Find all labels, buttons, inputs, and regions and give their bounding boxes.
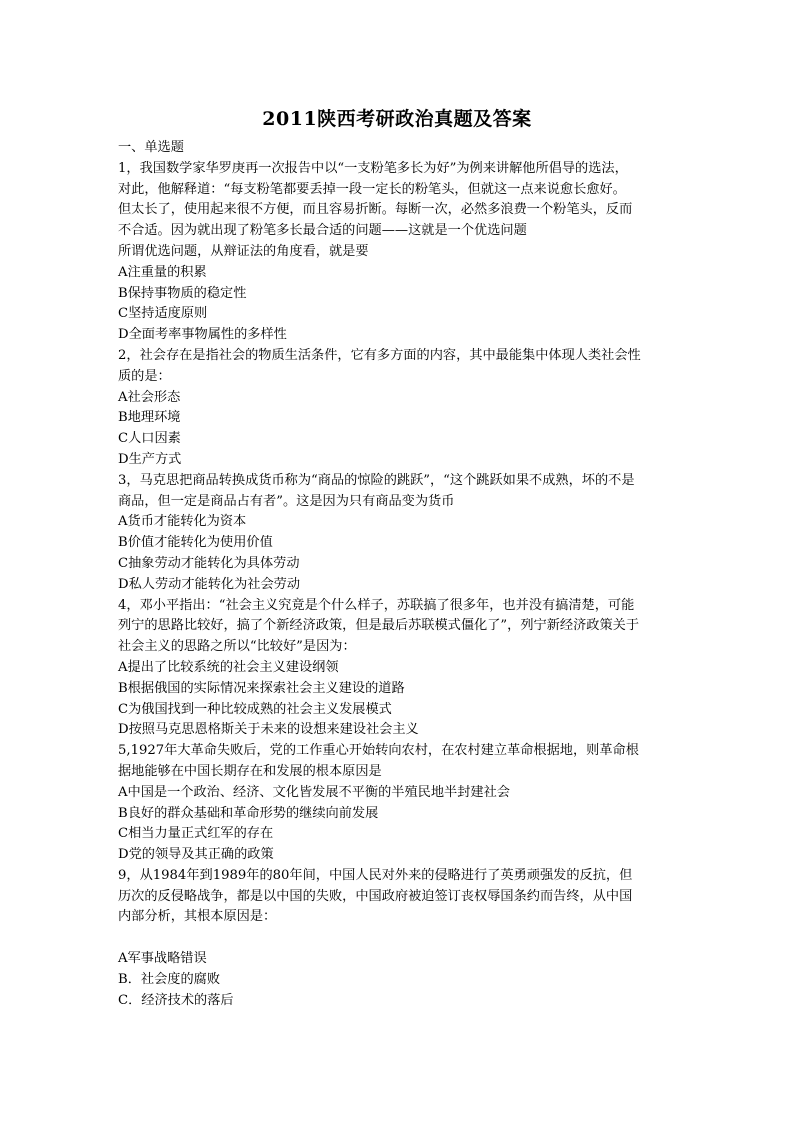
- question-stem-line: 9，从1984年到1989年的80年间，中国人民对外来的侵略进行了英勇顽强发的反抗，但: [118, 867, 633, 883]
- answer-option: A注重量的积累: [118, 264, 207, 280]
- question-stem-line: 社会主义的思路之所以“比较好”是因为：: [118, 639, 356, 655]
- answer-option: B．社会度的腐败: [118, 971, 221, 987]
- answer-option: D按照马克思恩格斯关于未来的设想来建设社会主义: [118, 722, 419, 738]
- answer-option: A提出了比较系统的社会主义建设纲领: [118, 659, 339, 675]
- answer-option: C人口因素: [118, 431, 181, 447]
- question-3: [118, 471, 678, 596]
- document-body: [118, 138, 678, 1011]
- question-stem-line: 5,1927年大革命失败后，党的工作重心开始转向农村，在农村建立革命根据地，则革命根: [118, 743, 639, 759]
- answer-option: D全面考率事物属性的多样性: [118, 327, 287, 343]
- question-stem-line: 所谓优选问题，从辩证法的角度看，就是要: [118, 243, 369, 259]
- question-stem-line: 质的是：: [118, 368, 171, 384]
- answer-option: A军事战略错误: [118, 951, 207, 967]
- answer-option: B价值才能转化为使用价值: [118, 535, 273, 551]
- answer-option: C坚持适度原则: [118, 306, 208, 322]
- answer-option: D党的领导及其正确的政策: [118, 847, 274, 863]
- answer-option: B良好的群众基础和革命形势的继续向前发展: [118, 805, 379, 821]
- answer-option: C抽象劳动才能转化为具体劳动: [118, 555, 300, 571]
- question-stem-line: 4，邓小平指出：“社会主义究竟是个什么样子，苏联搞了很多年，也并没有搞清楚，可能: [118, 597, 635, 613]
- question-9: [118, 866, 678, 1012]
- question-1: [118, 159, 678, 346]
- question-stem-line: 1，我国数学家华罗庚再一次报告中以“一支粉笔多长为好”为例来讲解他所倡导的选法，: [118, 160, 628, 176]
- question-stem-line: 据地能够在中国长期存在和发展的根本原因是: [118, 763, 382, 779]
- answer-option: D私人劳动才能转化为社会劳动: [118, 576, 301, 592]
- question-stem-line: 但太长了，使用起来很不方便，而且容易折断。每断一次，必然多浪费一个粉笔头，反而: [118, 202, 633, 218]
- question-5: [118, 741, 678, 866]
- answer-option: A货币才能转化为资本: [118, 514, 247, 530]
- answer-option: B地理环境: [118, 410, 181, 426]
- question-stem-line: 商品，但一定是商品占有者”。这是因为只有商品变为货币: [118, 493, 455, 509]
- answer-option: B根据俄国的实际情况来探索社会主义建设的道路: [118, 680, 405, 696]
- answer-option: C为俄国找到一种比较成熟的社会主义发展模式: [118, 701, 392, 717]
- question-2: [118, 346, 678, 471]
- section-heading: 一、单选题: [118, 140, 184, 155]
- answer-option: A社会形态: [118, 389, 181, 405]
- question-stem-line: 列宁的思路比较好，搞了个新经济政策，但是最后苏联模式僵化了”，列宁新经济政策关于: [118, 618, 640, 634]
- question-stem-line: 不合适。因为就出现了粉笔多长最合适的问题——这就是一个优选问题: [118, 223, 527, 239]
- question-4: [118, 596, 678, 742]
- document-title: 2011陕西考研政治真题及答案: [262, 108, 532, 130]
- question-stem-line: 3，马克思把商品转换成货币称为“商品的惊险的跳跃”，“这个跳跃如果不成熟，坏的不是: [118, 472, 635, 488]
- question-stem-line: 内部分析，其根本原因是：: [118, 909, 277, 925]
- question-stem-line: 对此，他解释道：“每支粉笔都要丢掉一段一定长的粉笔头，但就这一点来说愈长愈好。: [118, 181, 626, 197]
- answer-option: B保持事物质的稳定性: [118, 285, 247, 301]
- blank-line: [118, 928, 678, 949]
- answer-option: C．经济技术的落后: [118, 992, 234, 1008]
- answer-option: C相当力量正式红军的存在: [118, 826, 274, 842]
- question-stem-line: 历次的反侵略战争，都是以中国的失败，中国政府被迫签订丧权辱国条约而告终，从中国: [118, 888, 633, 904]
- answer-option: A中国是一个政治、经济、文化皆发展不平衡的半殖民地半封建社会: [118, 784, 510, 800]
- question-stem-line: 2，社会存在是指社会的物质生活条件，它有多方面的内容，其中最能集中体现人类社会性: [118, 347, 641, 363]
- answer-option: D生产方式: [118, 451, 182, 467]
